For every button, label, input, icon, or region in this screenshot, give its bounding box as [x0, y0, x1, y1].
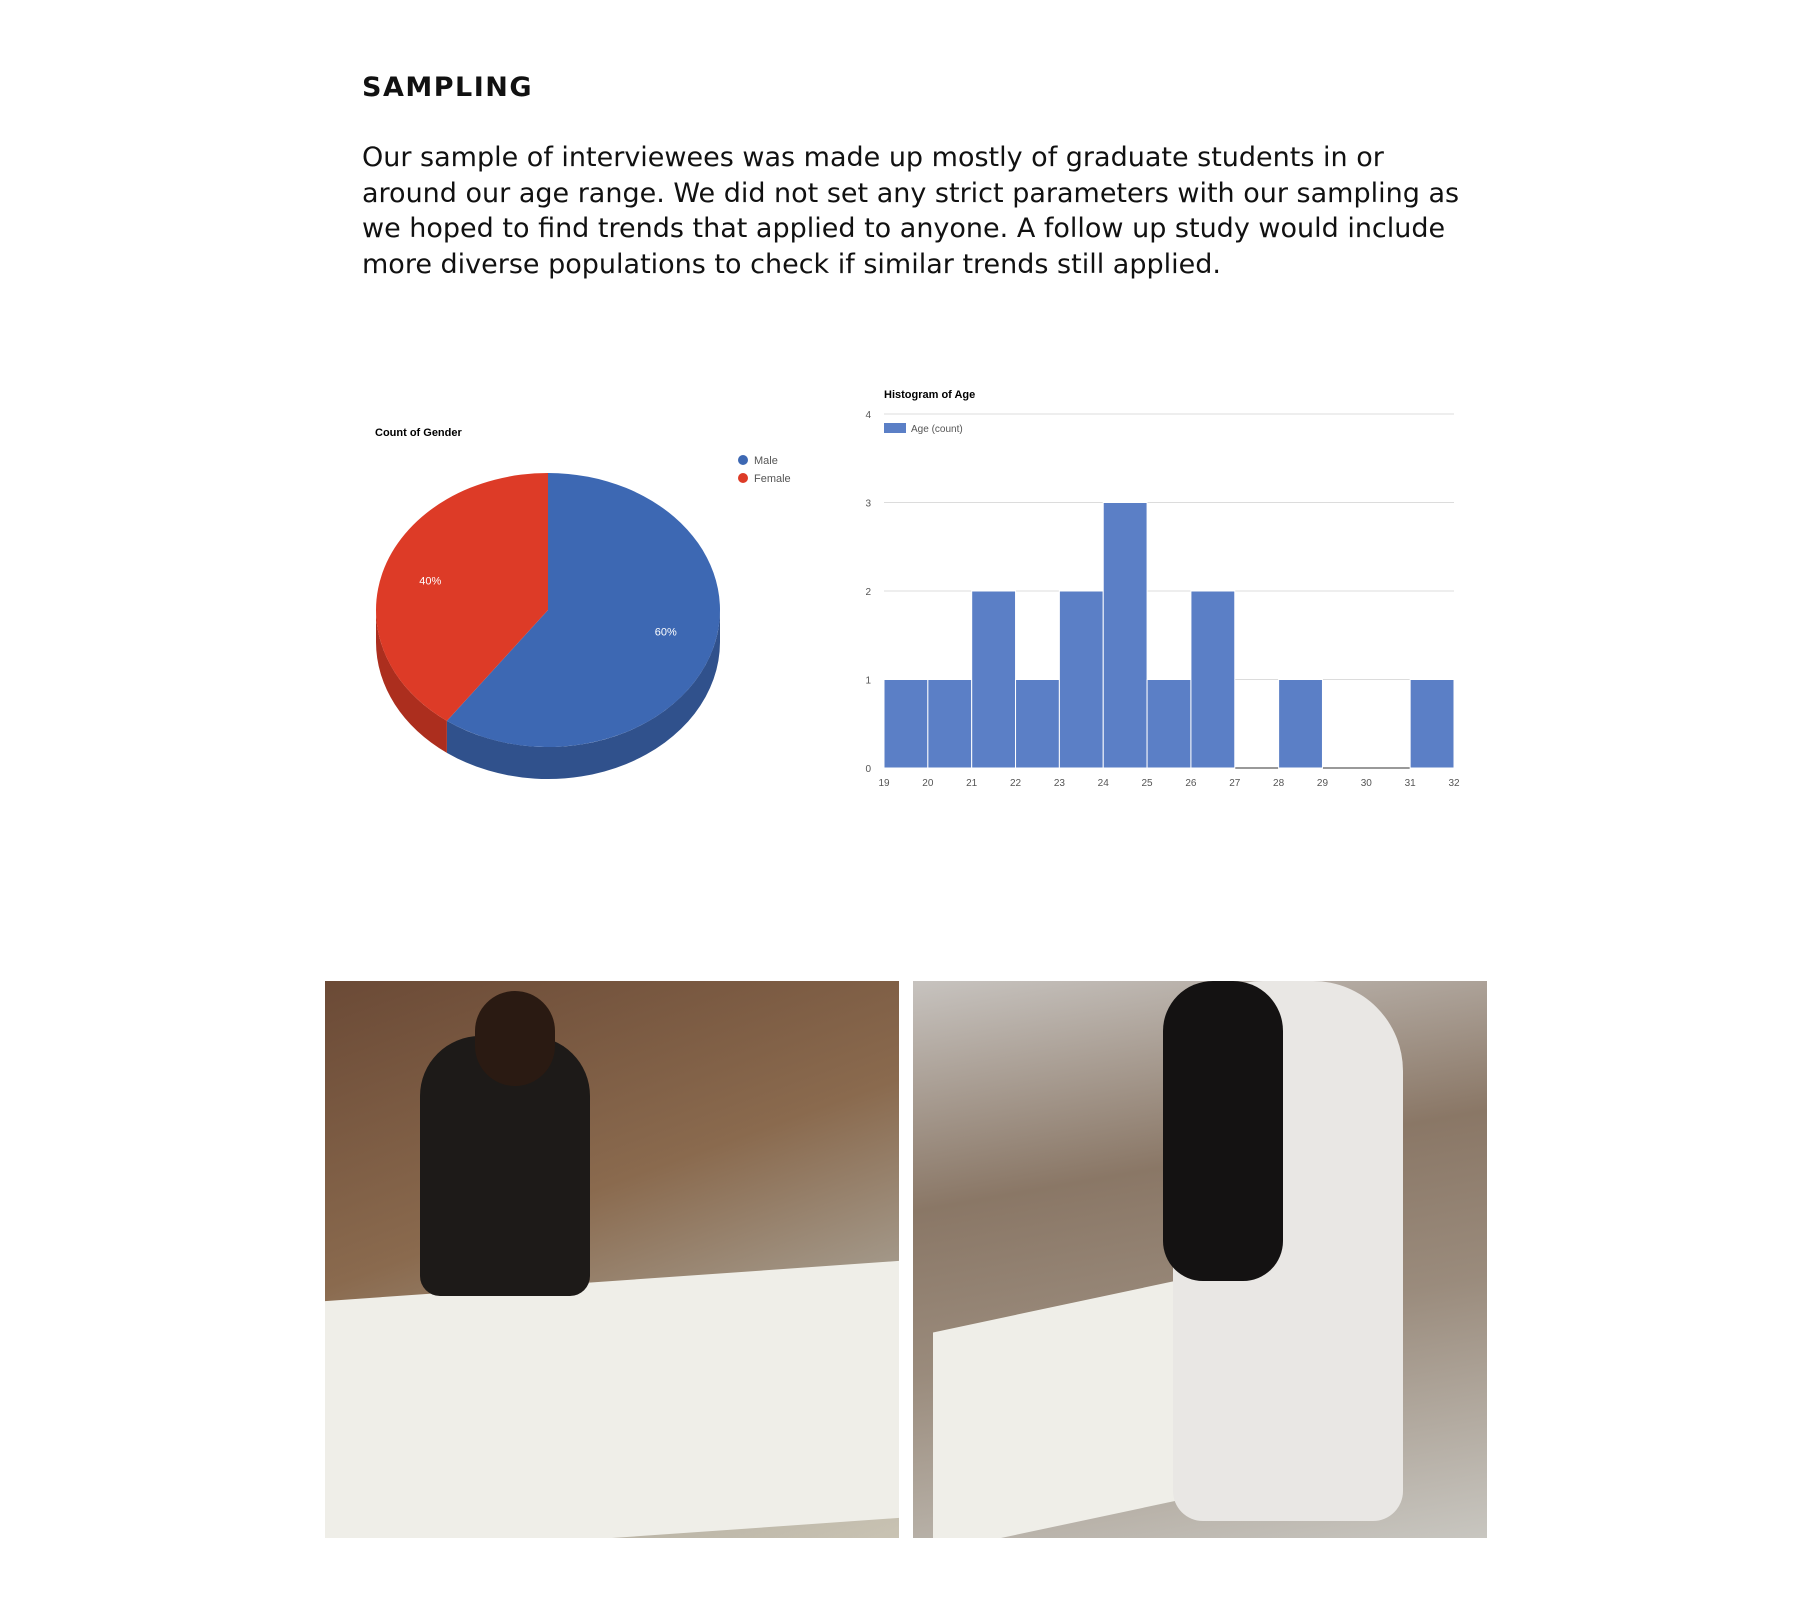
interview-photo-right	[913, 981, 1487, 1538]
y-tick-label: 4	[865, 410, 871, 421]
section-heading: SAMPLING	[362, 72, 534, 103]
x-tick-label: 25	[1141, 778, 1153, 789]
pie-label-male: 60%	[654, 626, 677, 639]
x-tick-label: 28	[1273, 778, 1285, 789]
x-tick-label: 21	[966, 778, 978, 789]
legend-label-male: Male	[754, 455, 778, 467]
x-tick-label: 26	[1185, 778, 1197, 789]
histogram-bar-25-26	[1147, 680, 1191, 769]
histogram-bar-28-29	[1279, 680, 1323, 769]
histogram-bar-20-21	[928, 680, 972, 769]
x-tick-label: 22	[1009, 778, 1022, 789]
pie-title: Count of Gender	[375, 427, 462, 439]
x-tick-label: 31	[1404, 778, 1416, 789]
histogram-bar-19-20	[884, 680, 928, 769]
histogram-bar-31-32	[1410, 680, 1454, 769]
x-tick-label: 32	[1448, 778, 1460, 789]
x-tick-label: 19	[878, 778, 890, 789]
y-tick-label: 2	[865, 587, 871, 598]
histogram-bar-26-27	[1191, 591, 1235, 768]
legend-marker-male	[738, 455, 748, 465]
y-tick-label: 0	[865, 764, 871, 775]
legend-marker-age-count	[884, 423, 906, 433]
legend-label-age-count: Age (count)	[911, 424, 963, 435]
section-body: Our sample of interviewees was made up mostly of graduate students in or around our age range. We did not set any strict parameters with our sampling as we hoped to find trends that applied to anyone. A follow up study would include more diverse populations to check if similar trends still applied.	[362, 142, 1460, 280]
histogram-bar-24-25	[1103, 503, 1147, 769]
legend-marker-female	[738, 473, 748, 483]
y-tick-label: 1	[865, 675, 871, 687]
legend-label-female: Female	[754, 473, 791, 485]
histogram-bar-22-23	[1016, 680, 1060, 769]
histogram-chart	[865, 389, 1460, 789]
x-tick-label: 30	[1360, 778, 1372, 789]
x-tick-label: 24	[1097, 778, 1109, 789]
pie-chart	[375, 427, 791, 779]
x-tick-label: 29	[1316, 778, 1329, 789]
histogram-title: Histogram of Age	[884, 389, 976, 401]
pie-label-female: 40%	[419, 575, 442, 588]
x-tick-label: 20	[922, 778, 934, 789]
x-tick-label: 23	[1053, 778, 1065, 789]
interview-photo-left	[325, 981, 899, 1538]
x-tick-label: 27	[1229, 778, 1241, 789]
y-tick-label: 3	[865, 498, 871, 510]
histogram-bar-23-24	[1059, 591, 1103, 768]
histogram-bar-21-22	[972, 591, 1016, 768]
